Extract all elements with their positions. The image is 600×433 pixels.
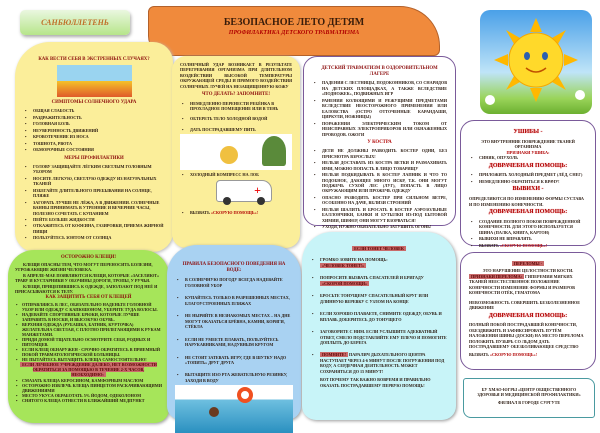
list-item: • НЕЛЬЗЯ ДОСТАВАТЬ ИЗ КОСТРА ВЕТКИ И РАЗМАХИВАТЬ ИМИ, МОЖНО ПОПАСТЬ В ЛИЦО ТОВАРИЩУ <box>312 160 447 171</box>
list-item: • СНЯТОГО КЛЕЩА ОТНЕСТИ В БЛИЖАЙШИЙ МЕДПУНКТ <box>15 398 162 403</box>
remember-label: ПОМНИТЕ! <box>322 352 346 358</box>
list-item: • СОЗДАНИЕ ПОЛНОГО ПОКОЯ ПОВРЕЖДЕННОЙ КОНЕЧНОСТИ. ДЛЯ ЭТОГО ИСПОЛЬЗУЕТСЯ ШИНА (ПАЛКА, КНИГА, КАРТОН) <box>469 219 587 235</box>
list-item: • ОБЩАЯ СЛАБОСТЬ <box>23 108 165 113</box>
call-ambulance <box>180 210 292 215</box>
footer-org: БУ ХМАО-ЮГРЫ «ЦЕНТР ОБЩЕСТВЕННОГО ЗДОРОВЬЯ И МЕДИЦИНСКОЙ ПРОФИЛАКТИКИ» <box>477 387 581 398</box>
bruises-def: ЭТО ВНУТРЕННИЕ ПОВРЕЖДЕНИЕ ТКАНЕЙ ОРГАНИЗМА <box>481 138 575 150</box>
fractures-def: ЭТО НАРУШЕНИЕ ЦЕЛОСТНОСТИ КОСТИ. <box>482 268 574 274</box>
page-title: БЕЗОПАСНОЕ ЛЕТО ДЕТЯМ <box>223 17 365 28</box>
list-item: • ГОЛОВНАЯ БОЛЬ <box>23 121 165 126</box>
sunstroke-steps <box>180 101 292 133</box>
bruises-aid-title: ДОВРАЧЕБНАЯ ПОМОЩЬ: <box>488 162 568 169</box>
badge-text: САНБЮЛЛЕТЕНЬ <box>41 18 109 27</box>
call-prefix: ВЫЗВАТЬ <box>479 242 499 248</box>
fractures-signs2: НЕВОЗМОЖНОСТЬ СОВЕРШИТЬ БЕЗБОЛЕЗНЕННОЕ ДВИЖЕНИЕ <box>469 299 581 311</box>
list-item: • НЕЛЬЗЯ ПОДКИДЫВАТЬ В КОСТЕР ЛАПНИК И ЧТО ТО ПОДОБНОЕ, ДАЮЩЕЕ МНОГО ИСКР, Т.К. ОНИ МОГУТ ПОДЖЕЧЬ СУХОЙ ЛЕС (ЛУГ), ПОПАСТЬ В ЛИЦО ОКРУЖАЮЩИМ ИЛИ ПРОЖЕЧЬ ОДЕЖДУ <box>312 172 447 194</box>
protect-title: КАК ЗАЩИТИТЬ СЕБЯ ОТ КЛЕЩЕЙ <box>45 294 132 300</box>
call-text: «СКОРУЮ ПОМОЩЬ»! <box>210 209 259 215</box>
dislocation-aid-title: ДОВРАЧЕБНАЯ ПОМОЩЬ: <box>488 209 568 216</box>
list-item: • ОСТОРОЖНО ИЗВЛЕЧЬ КЛЕЩА ПИНЦЕТОМ РАСКАЧИВАЮЩИМИ ДВИЖЕНИЯМИ <box>15 383 162 393</box>
item-text: ПОПРОСИТЕ ВЫЗВАТЬ СПАСАТЕЛЕЙ И БРИГАДУ <box>320 275 424 281</box>
signs-text: ГИПЕРЕМИЯ МЯГКИХ ТКАНЕЙ НЕЕСТЕСТВЕННОЕ ПОЛОЖЕНИЕ КОНЕЧНОСТИ ИЗМЕНЕНИЕ ФОРМЫ И РАЗМЕРОВ КОНЕЧНОСТИ ОТЁК, ГЕМАТОМА <box>469 273 575 296</box>
list-item: • ХОЛОДНЫЙ КОМПРЕСС НА ЛОБ <box>180 172 292 177</box>
camp-list <box>312 80 447 137</box>
list-item: • БРОСЬТЕ ТОНУЩЕМУ СПАСАТЕЛЬНЫЙ КРУГ ИЛИ ДЛИННУЮ ВЕРЕВКУ С УЗЛОМ НА КОНЦЕ <box>310 293 448 304</box>
water-title: ПРАВИЛА БЕЗОПАСНОГО ПОВЕДЕНИЯ НА ВОДЕ: <box>182 262 286 274</box>
list-item: • НЕ СТОИТ ЗАТЕВАТЬ ИГРУ, ГДЕ В ШУТКУ НАДО «ТОПИТЬ» ДРУГ ДРУГА <box>175 355 293 366</box>
ticks-title: ОСТОРОЖНО КЛЕЩИ! <box>61 255 116 260</box>
list-item: • ОТПРАВЛЯЯСЬ В ЛЕС, ОБЯЗАТЕЛЬНО НАДЕНЬТЕ ГОЛОВНОЙ УБОР ИЛИ ОДЕЖДУ С КАПЮШОНОМ, УБЕРИТЕ ТУДА ВОЛОСЫ. <box>15 302 162 312</box>
ticks-panel <box>8 250 169 423</box>
bruises-panel <box>460 120 596 246</box>
dislocation-def: ОПРЕДЕЛЯЮТСЯ ПО ИЗМЕНЕНИЮ ФОРМЫ СУСТАВА И ПО ИЗМЕНЕНИЮ КОНЕЧНОСТИ. <box>469 196 584 207</box>
list-item: • КУПАЙТЕСЬ ТОЛЬКО В РАЗРЕШЕННЫХ МЕСТАХ, БЛАГОУСТРОЕННЫХ ПЛЯЖАХ <box>175 295 293 306</box>
list-item: • НОСИТЕ ЛЕГКУЮ, СВЕТЛУЮ ОДЕЖДУ ИЗ НАТУРАЛЬНЫХ ТКАНЕЙ <box>23 176 165 187</box>
sunstroke-panel <box>172 56 300 248</box>
list-item: • ЕСЛИ НЕ УМЕЕТЕ ПЛАВАТЬ, ПОЛЬЗУЙТЕСЬ НАРУКАВНИКАМИ, НАДУВНЫМ КРУГОМ <box>175 337 293 348</box>
prevention-list <box>23 164 165 241</box>
list-item: • УХОДЯ, НУЖНО ОБЯЗАТЕЛЬНО ЗАТУШИТЬ ОГОНЬ! <box>312 224 447 229</box>
list-item: • НЕМЕДЛЕННО ПЕРЕНЕСТИ РЕБЁНКА В ПРОХЛАДНОЕ ПОМЕЩЕНИЕ ИЛИ В ТЕНЬ <box>180 101 292 112</box>
camp-title: ДЕТСКИЙ ТРАВМАТИЗМ В ОЗДОРОВИТЕЛЬНОМ ЛАГЕРЕ <box>321 66 438 78</box>
list-item: • НАДЕВАЙТЕ СПОРТИВНЫЕ БРЮКИ, КОТОРЫЕ ЛУЧШЕ ЗАПРАВИТЬ В НОСКИ, И ВЫСОКУЮ ОБУВЬ. <box>15 312 162 322</box>
list-item <box>310 257 448 268</box>
fractures-panel <box>460 252 596 370</box>
item-text: ГРОМКО ЗОВИТЕ НА ПОМОЩЬ: <box>320 257 388 263</box>
item-highlight: «ЧЕЛОВЕК ТОНЕТ!» <box>322 262 365 268</box>
beach-drawing <box>57 65 132 97</box>
list-item: • ОБТЕРЕТЬ ТЕЛО ХОЛОДНОЙ ВОДОЙ <box>180 116 292 121</box>
list-item: • ЗАГОВОРИТЕ С НИМ. ЕСЛИ УСЛЫШИТЕ АДЕКВАТНЫЙ ОТВЕТ, СМЕЛО ПОДСТАВЛЯЙТЕ ЕМУ ПЛЕЧО И ПОМОГИТЕ ДОПЛЫТЬ ДО БЕРЕГА <box>310 329 448 345</box>
list-item: • ЕСЛИ КЛЕЩ ОБНАРУЖЕН - СРОЧНО ОБРАТИТЕСЬ В ПРИЕМНЫЙ ПОКОЙ ТРАВМАТОЛОГИЧЕСКОЙ БОЛЬНИЦЫ. <box>15 347 162 357</box>
list-item: • НЕМЕДЛЕННО ОБРАТИТЬСЯ К ВРАЧУ! <box>469 179 587 184</box>
drowning-title: ЕСЛИ ТОНЕТ ЧЕЛОВЕК <box>354 246 404 251</box>
call-text: «СКОРУЮ ПОМОЩЬ»! <box>489 351 538 357</box>
sun-image <box>480 10 592 114</box>
ticks-warning <box>15 362 162 377</box>
fractures-aid: ПОЛНЫЙ ПОКОЙ ПОСТРАДАВШЕЙ КОНЕЧНОСТИ, ОБЕЗДВИЖИТЬ И ЗАФИКСИРОВАТЬ ПУТЁМ НАЛОЖЕНИЯ ШИНЫ (ДОСКИ) НА МЕСТО ПЕРЕЛОМА ПОЛОЖИТЬ ПУЗЫРЬ СО ЛЬДОМ ДАТЬ ПОСТРАДАВШЕМУ ОБЕЗБОЛИВАЮЩЕЕ СРЕДСТВО <box>469 322 584 350</box>
list-item: • ПРИЛОЖИТЬ ХОЛОДНЫЙ ПРЕДМЕТ (ЛЁД, СНЕГ) <box>469 172 587 177</box>
list-item: • ДАТЬ ПОСТРАДАВШЕМУ ПИТЬ <box>180 127 292 132</box>
list-item: • ВЕРХНЯЯ ОДЕЖДА (РУБАШКА, БАТНИК, КУРТОЧКА) ЖЕЛАТЕЛЬНА СВЕТЛАЯ, С ПЛОТНО ПРИЛЕГАЮЩИМИ К РУКАМ МАНЖЕТАМИ. <box>15 322 162 337</box>
ambulance-icon: + <box>216 180 272 202</box>
signs-title: ПРИЗНАКИ ПЕРЕЛОМА: <box>471 273 522 279</box>
fire-title: У КОСТРА <box>367 140 392 145</box>
list-item: • ВЫВИХИ НЕ ВПРАВЛЯТЬ <box>469 236 587 241</box>
sunstroke-intro: СОЛНЕЧНЫЙ УДАР ВОЗНИКАЕТ В РЕЗУЛЬТАТЕ ПЕРЕГРЕВАНИЯ ОРГАНИЗМА ПРИ ДЛИТЕЛЬНОМ ВОЗДЕЙСТВИИ ВЫСОКОЙ ТЕМПЕРАТУРЫ ОКРУЖАЮЩЕЙ СРЕДЫ И ПРЯМОГО ВОЗДЕЙСТВИЯ СОЛНЕЧНЫХ ЛУЧЕЙ НА НЕЗАЩИЩЕННУЮ КОЖУ <box>180 62 292 89</box>
list-item: • ОПАСНО РАЗВОДИТЬ КОСТЕР ПРИ СИЛЬНОМ ВЕТРЕ, ОСОБЕННО НА ДАЧЕ, ВБЛИЗИ СТРОЕНИЙ <box>312 195 447 206</box>
ticks-para: В АПРЕЛЕ-МАЕ ПОЯВЛЯЮТСЯ КЛЕЩИ, КОТОРЫЕ «ЗАСЕЛЯЮТ» ТРАВУ И КУСТАРНИКИ У ОБОЧИНЫ ДОРОГИ, ТРОПЫ, У РУЧЬЯ. <box>15 272 160 283</box>
fire-list <box>312 148 447 229</box>
list-item: • ОБМОРОЧНЫЕ СОСТОЯНИЯ <box>23 147 165 152</box>
emergency-title: КАК ВЕСТИ СЕБЯ В ЭКСТРЕННЫХ СЛУЧАЯХ? <box>38 57 150 62</box>
call-prefix: ВЫЗВАТЬ <box>469 351 489 357</box>
list-item: • МЕСТО УКУСА ОБРАБОТАТЬ 5% ЙОДОМ, ОДЕКОЛОНОМ <box>15 393 162 398</box>
list-item: • ГОЛОВУ ЗАЩИЩАЙТЕ ЛЁГКИМ СВЕТЛЫМ ГОЛОВНЫМ УБОРОМ <box>23 164 165 175</box>
fractures-title: ПЕРЕЛОМЫ - <box>513 261 543 266</box>
call-text: «СКОРУЮ ПОМОЩЬ»! <box>499 242 548 248</box>
warning-text: ЕСЛИ ЛЕЧЕБНОЕ УЧРЕЖДЕНИЕ ДАЛЕКО, НЕТ ВОЗМОЖНОСТИ ОБРАТИТЬСЯ ЗА ПОМОЩЬЮ В ТЕЧЕНИЕ 2-Х ЧАСОВ, НЕОБХОДИМО: <box>22 362 157 378</box>
symptoms-list <box>23 108 165 152</box>
water-panel <box>167 245 301 420</box>
item-text: ПАРАЛИЧ ДЫХАТЕЛЬНОГО ЦЕНТРА НАСТУПАЕТ ЧЕРЕЗ 4-6 МИНУТ ПОСЛЕ ПОГРУЖЕНИЯ ПОД ВОДУ, А СЕРДЕЧНАЯ ДЕЯТЕЛЬНОСТЬ МОЖЕТ СОХРАНЯТЬСЯ ДО 15 МИНУТ! <box>320 352 445 374</box>
list-item: • РАНЕНИЯ КОЛЮЩИМИ И РЕЖУЩИМИ ПРЕДМЕТАМИ ВСЛЕДСТВИЕ НЕОСТОРОЖНОГО ПРИМЕНЕНИЯ ИЛИ БАЛОВСТВА (ОСТРО ОТТОЧЕННЫЕ КАРАНДАШИ, ЦИРКУЛИ, НОЖНИЦЫ) <box>312 98 447 120</box>
drowning-outro: ВОТ ПОЧЕМУ ТАК ВАЖНО ВОВРЕМЯ И ПРАВИЛЬНО ОКАЗАТЬ ПОСТРАДАВШЕМУ ПЕРВУЮ ПОМОЩЬ! <box>320 377 431 388</box>
list-item: • ДЕТИ НЕ ДОЛЖНЫ РАЗВОДИТЬ КОСТЕР ОДНИ, БЕЗ ПРИСМОТРА ВЗРОСЛЫХ! <box>312 148 447 159</box>
item-highlight: «СКОРОЙ ПОМОЩИ» <box>322 280 368 286</box>
list-item <box>310 275 448 286</box>
list-item: • СИНЯК, ОПУХОЛЬ <box>469 155 587 160</box>
list-item: • ПЕЙТЕ БОЛЬШЕ ЖИДКОСТИ <box>23 217 165 222</box>
footer-scroll <box>463 378 595 418</box>
ticks-para: КЛЕЩИ ОПАСНЫ ТЕМ, ЧТО МОГУТ ПЕРЕНОСИТЬ БОЛЕЗНИ, УГРОЖАЮЩИЕ ЖИЗНИ ЧЕЛОВЕКА. <box>15 261 153 272</box>
list-item: • ПОЛЬЗУЙТЕСЬ ЗОНТОМ ОТ СОЛНЦА <box>23 235 165 240</box>
list-item: • ПОРАЖЕНИЯ ЭЛЕКТРИЧЕСКИМ ТОКОМ ОТ НЕИСПРАВНЫХ ЭЛЕКТРОПРИБОРОВ ИЛИ ОБНАЖЕННЫХ ПРОВОДОВ. ОЖОГИ <box>312 121 447 137</box>
swimmer-drawing <box>175 385 293 433</box>
bruises-title: УШИБЫ - <box>513 129 543 135</box>
list-item: • ПАДЕНИЯ С ЛЕСТНИЦЫ, ПОДОКОННИКОВ, СО СНАРЯДОВ НА ДЕТСКИХ ПЛОЩАДКАХ, А ТАКЖЕ ВСЛЕДСТВИЕ «ПОДНОЖЕК», ПОДВИЖНЫХ ИГР <box>312 80 447 96</box>
fractures-signs <box>469 274 587 296</box>
call-ambulance <box>469 352 587 357</box>
footer-branch: ФИЛИАЛ В ГОРОДЕ СУРГУТЕ <box>497 399 561 405</box>
list-item: • ПРИДЯ ДОМОЙ ТЩАТЕЛЬНО ОСМОТРИТЕ СЕБЯ, РОДНЫХ И ПИТОМЦЕВ. <box>15 337 162 347</box>
list-item: • НЕ НЫРЯЙТЕ В НЕЗНАКОМЫХ МЕСТАХ – НА ДНЕ МОГУТ ОКАЗАТЬСЯ БРЁВНА, КАМНИ, КОРЯГИ, СТЁКЛА <box>175 313 293 329</box>
first-aid-drawing <box>180 134 292 170</box>
bulletin-badge <box>20 10 130 35</box>
symptoms-title: СИМПТОМЫ СОЛНЕЧНОГО УДАРА <box>51 100 137 106</box>
list-item: • КРОВОТЕЧЕНИЕ ИЗ НОСА <box>23 134 165 139</box>
emergency-panel <box>15 42 173 252</box>
list-item: • НЕЛЬЗЯ ШАЛИТЬ И БРОСАТЬ В КОСТЕР АЭРОЗОЛЬНЫЕ БАЛЛОНЧИКИ, БАНКИ И БУТЫЛКИ ИЗ-ПОД БЫТОВОЙ ХИМИИ, ШИФЕР, ОНИ МОГУТ ВЗОРВАТЬСЯ! <box>312 207 447 223</box>
bruises-signs-title: ПРИЗНАКИ УШИБА: <box>506 149 550 155</box>
list-item: • НЕ ПЫТАЙТЕСЬ ВЫТАЩИТЬ КЛЕЩА САМОСТОЯТЕЛЬНО! <box>15 357 162 362</box>
list-item: • РАЗДРАЖИТЕЛЬНОСТЬ <box>23 115 165 120</box>
call-ambulance <box>469 243 587 248</box>
list-item: • ТОШНОТА, РВОТА <box>23 141 165 146</box>
what-to-do-title: ЧТО ДЕЛАТЬ? ЗАПОМНИТЕ! <box>202 92 270 98</box>
lifebuoy-icon <box>237 387 253 403</box>
camp-panel <box>303 56 456 230</box>
fractures-aid-title: ДОВРАЧЕБНАЯ ПОМОЩЬ: <box>488 312 568 319</box>
list-item: • ЕСЛИ ХОРОШО ПЛАВАЕТЕ, СНИМИТЕ ОДЕЖДУ, ОБУВЬ И ВПЛАВЬ ДОБЕРИТЕСЬ ДО ТОНУЩЕГО <box>310 311 448 322</box>
list-item: • ЗАГОРАТЬ ЛУЧШЕ НЕ ЛЁЖА, А В ДВИЖЕНИИ. СОЛНЕЧНЫЕ ВАННЫ ПРИНИМАТЬ В УТРЕННИЕ И ВЕЧЕРНИЕ ЧАСЫ, ПОЛЕЗНО СОЧЕТАТЬ С КУПАНИЕМ <box>23 200 165 216</box>
list-item: • ИЗБЕГАЙТЕ ДЛИТЕЛЬНОГО ПРЕБЫВАНИЯ НА СОЛНЦЕ, ПЛЯЖЕ <box>23 188 165 199</box>
list-item: • СМАЗАТЬ КЛЕЩА КЕРОСИНОМ, КАМФОРНЫМ МАСЛОМ <box>15 378 162 383</box>
dislocation-title: ВЫВИХИ - <box>512 186 544 193</box>
list-item: • ОТКАЖИТЕСЬ ОТ КОФЕИНА, ГАЗИРОВКИ, ПРИЕМА ЖИРНОЙ ПИЩИ <box>23 223 165 234</box>
title-banner <box>148 6 440 56</box>
page-subtitle: ПРОФИЛАКТИКА ДЕТСКОГО ТРАВМАТИЗМА <box>228 30 360 36</box>
drowning-panel <box>302 232 456 420</box>
list-item: • НЕУВЕРЕННОСТЬ ДВИЖЕНИЙ <box>23 128 165 133</box>
ticks-para: КЛЕЩИ, ПРИЦЕПИВШИСЬ К ОДЕЖДЕ, ЗАПОЛЗАЮТ ПОД НЕЁ И ПРИСАСЫВАЮТСЯ К ТЕЛУ. <box>15 283 158 294</box>
call-prefix: ВЫЗВАТЬ <box>190 209 210 215</box>
prevention-title: МЕРЫ ПРОФИЛАКТИКИ <box>64 155 124 161</box>
list-item: • В СОЛНЕЧНУЮ ПОГОДУ ВСЕГДА НАДЕВАЙТЕ ГОЛОВНОЙ УБОР <box>175 277 293 288</box>
list-item: • ВЫТАЩИТЕ ИЗО РТА ЖЕВАТЕЛЬНУЮ РЕЗИНКУ, ЗАХОДЯ В ВОДУ <box>175 372 293 383</box>
list-item <box>310 352 448 374</box>
